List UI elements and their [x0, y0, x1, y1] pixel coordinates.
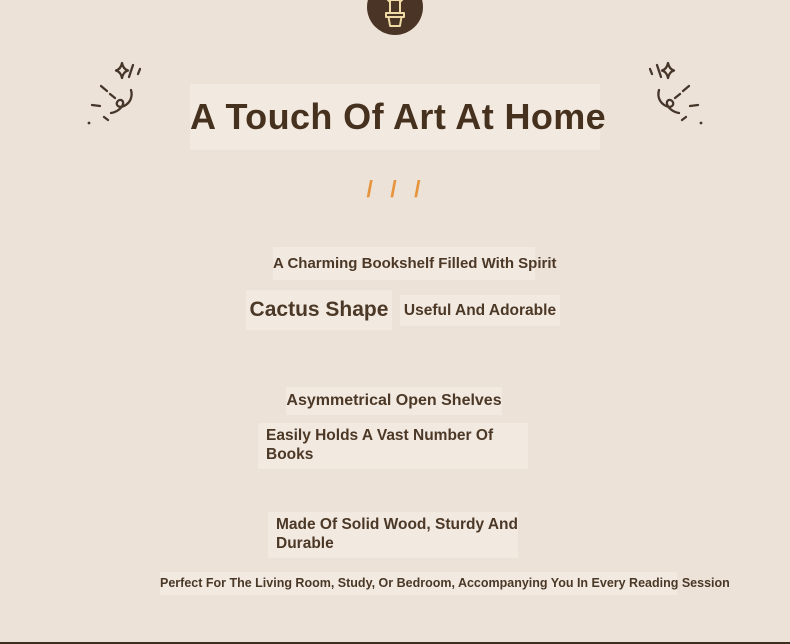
feature-useful-adorable: Useful And Adorable	[400, 295, 560, 326]
feature-cactus-shape: Cactus Shape	[246, 290, 392, 330]
feature-open-shelves: Asymmetrical Open Shelves	[286, 387, 502, 415]
section-title-text: A Touch Of Art At Home	[190, 96, 607, 137]
sparkle-doodle-icon	[644, 56, 706, 128]
feature-capacity: Easily Holds A Vast Number Of Books	[258, 423, 528, 469]
feature-material: Made Of Solid Wood, Sturdy And Durable	[268, 512, 518, 558]
slash-divider: / / /	[366, 176, 424, 202]
footer-note: Perfect For The Living Room, Study, Or Bedroom, Accompanying You In Every Reading Session	[160, 572, 677, 595]
potted-cactus-icon	[375, 0, 415, 32]
sparkle-doodle-icon	[84, 56, 146, 128]
section-title	[190, 84, 607, 150]
top-badge	[367, 0, 423, 35]
tagline: A Charming Bookshelf Filled With Spirit	[273, 247, 535, 280]
